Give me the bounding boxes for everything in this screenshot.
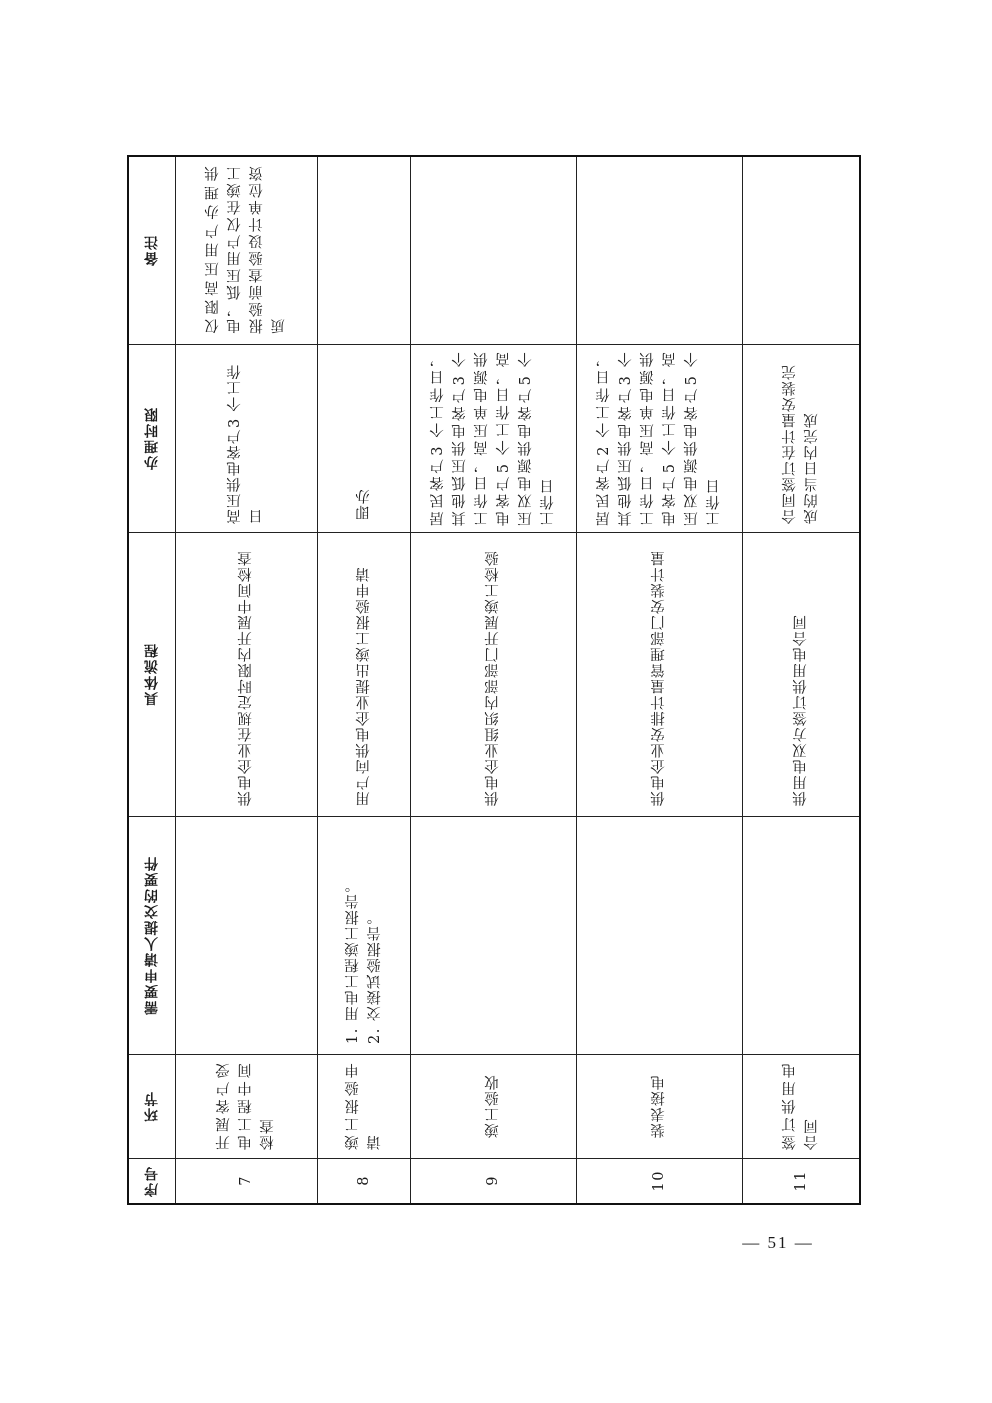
- process-row: [128, 532, 860, 816]
- row7-stage: 开展客户受电工程中间检查: [175, 1054, 317, 1158]
- row8-process: 用户向供电企业提出竣工报验申请: [317, 532, 410, 816]
- seq-row: [128, 1158, 860, 1204]
- row8-seq: 8: [317, 1158, 410, 1204]
- row9-materials: [410, 816, 576, 1054]
- row9-process: 供电企业组织内部部门开展竣工检验: [410, 532, 576, 816]
- stage-row: [128, 1054, 860, 1158]
- header-seq: 序号: [128, 1158, 175, 1204]
- header-materials: 需要申请人提交的要件: [128, 816, 175, 1054]
- row7-seq: 7: [175, 1158, 317, 1204]
- row8-materials: [317, 816, 410, 1054]
- row10-materials: [576, 816, 742, 1054]
- row9-stage: 竣工验收: [410, 1054, 576, 1158]
- row10-process: 供电企业安排计量管理部门安装计量: [576, 532, 742, 816]
- row10-stage: 装表接电: [576, 1054, 742, 1158]
- header-time-limit: 办理时限: [128, 344, 175, 532]
- materials-row: [128, 816, 860, 1054]
- row10-time-limit: 居民客户2 个工作日，其他低压供电客户3 个工作日，高压单电源供电客户5 个工作日，高压双电源供电客户5 个工作日: [576, 344, 742, 532]
- page-number: — 51 —: [742, 1233, 814, 1252]
- header-stage: 环节: [128, 1054, 175, 1158]
- row11-remarks: [742, 156, 860, 344]
- material-item: 1. 用电工程竣工报告。: [344, 876, 361, 1044]
- row7-process: 供电企业在规定时限内开展中间检查: [175, 532, 317, 816]
- material-item: 2. 交接试验报告。: [366, 908, 383, 1044]
- remarks-row: [128, 156, 860, 344]
- time-limit-row: [128, 344, 860, 532]
- row8-time-limit: 即办: [317, 344, 410, 532]
- materials-list: [342, 877, 386, 1044]
- row11-time-limit: 合同签订在计量安装完成的当日内完成: [742, 344, 860, 532]
- row11-materials: [742, 816, 860, 1054]
- row9-seq: 9: [410, 1158, 576, 1204]
- row8-remarks: [317, 156, 410, 344]
- header-process: 具体流程: [128, 532, 175, 816]
- row7-materials: [175, 816, 317, 1054]
- row7-time-limit: 高压供电客户3 个工作日: [175, 344, 317, 532]
- row11-seq: 11: [742, 1158, 860, 1204]
- row10-seq: 10: [576, 1158, 742, 1204]
- header-remarks: 备注: [128, 156, 175, 344]
- row11-process: 供用电双方签订供用电合同: [742, 532, 860, 816]
- row9-remarks: [410, 156, 576, 344]
- row11-stage: 签订供用电合同: [742, 1054, 860, 1158]
- row9-time-limit: 居民客户3 个工作日，其他低压供电客户3 个工作日，高压单电源供电客户5 个工作日，高压双电源供电客户5 个工作日: [410, 344, 576, 532]
- row7-remarks: 仅限高压用户办理供电，低压用户仅在竣工报验前查验设计单位资质: [175, 156, 317, 344]
- row8-stage: 竣工报验申请: [317, 1054, 410, 1158]
- service-process-table: [127, 155, 861, 1205]
- row10-remarks: [576, 156, 742, 344]
